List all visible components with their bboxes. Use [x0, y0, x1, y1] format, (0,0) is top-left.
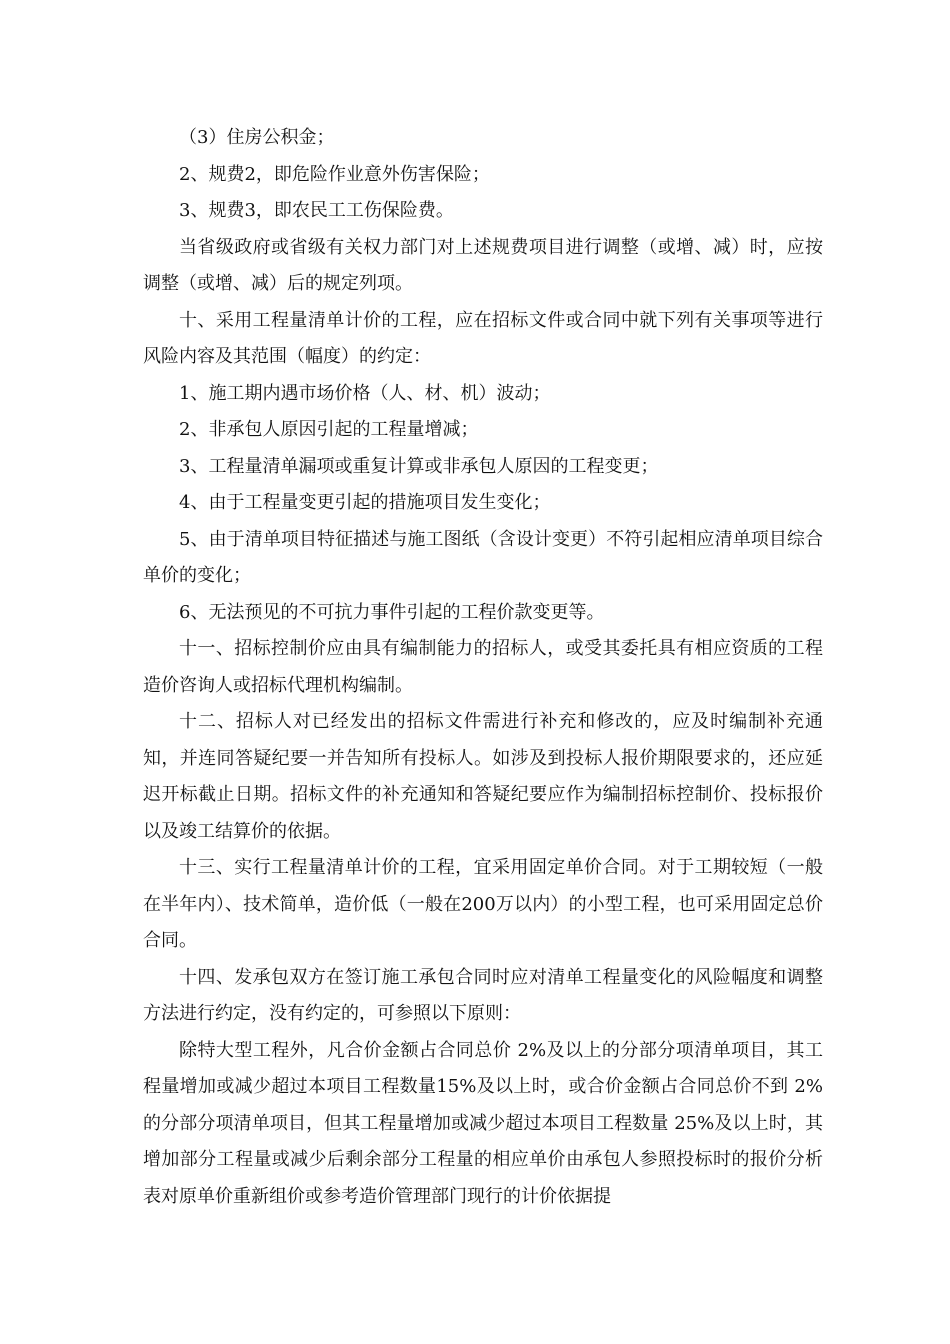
- paragraph-section-10: 十、采用工程量清单计价的工程，应在招标文件或合同中就下列有关事项等进行风险内容及其范围（幅度）的约定：: [143, 309, 823, 367]
- paragraph-fee-adjustment: 当省级政府或省级有关权力部门对上述规费项目进行调整（或增、减）时，应按调整（或增、减）后的规定列项。: [143, 236, 823, 294]
- paragraph-risk-item-3: 3、工程量清单漏项或重复计算或非承包人原因的工程变更；: [179, 455, 659, 477]
- paragraph-risk-item-1: 1、施工期内遇市场价格（人、材、机）波动；: [179, 382, 551, 404]
- paragraph-risk-item-5: 5、由于清单项目特征描述与施工图纸（含设计变更）不符引起相应清单项目综合单价的变化；: [143, 528, 823, 586]
- paragraph-housing-fund: （3）住房公积金；: [179, 127, 335, 148]
- paragraph-section-13: 十三、实行工程量清单计价的工程，宜采用固定单价合同。对于工期较短（一般在半年内）、技术简单，造价低（一般在200万以内）的小型工程，也可采用固定总价合同。: [143, 857, 823, 951]
- paragraph-risk-item-4: 4、由于工程量变更引起的措施项目发生变化；: [179, 492, 551, 513]
- paragraph-section-14: 十四、发承包双方在签订施工承包合同时应对清单工程量变化的风险幅度和调整方法进行约定，没有约定的，可参照以下原则：: [143, 966, 823, 1024]
- paragraph-risk-item-6: 6、无法预见的不可抗力事件引起的工程价款变更等。: [179, 601, 605, 623]
- paragraph-fee-3: 3、规费3，即农民工工伤保险费。: [179, 200, 454, 221]
- paragraph-section-11: 十一、招标控制价应由具有编制能力的招标人，或受其委托具有相应资质的工程造价咨询人或招标代理机构编制。: [143, 638, 823, 696]
- paragraph-fee-2: 2、规费2，即危险作业意外伤害保险；: [179, 163, 490, 185]
- document-body: [143, 120, 823, 1215]
- paragraph-risk-item-2: 2、非承包人原因引起的工程量增减；: [179, 419, 479, 440]
- paragraph-quantity-rule: 除特大型工程外，凡合价金额占合同总价 2%及以上的分部分项清单项目，其工程量增加或减少超过本项目工程数量15%及以上时，或合价金额占合同总价不到 2%的分部分项清单项目，但其工程量增加或减少超过本项目工程数量 25%及以上时，其增加部分工程量或减少后剩余部分工程量的相应单价由承包人参照投标时的报价分析表对原单价重新组价或参考造价管理部门现行的计价依据提: [143, 1039, 823, 1207]
- paragraph-section-12: 十二、招标人对已经发出的招标文件需进行补充和修改的，应及时编制补充通知，并连同答疑纪要一并告知所有投标人。如涉及到投标人报价期限要求的，还应延迟开标截止日期。招标文件的补充通知和答疑纪要应作为编制招标控制价、投标报价以及竣工结算价的依据。: [143, 711, 823, 842]
